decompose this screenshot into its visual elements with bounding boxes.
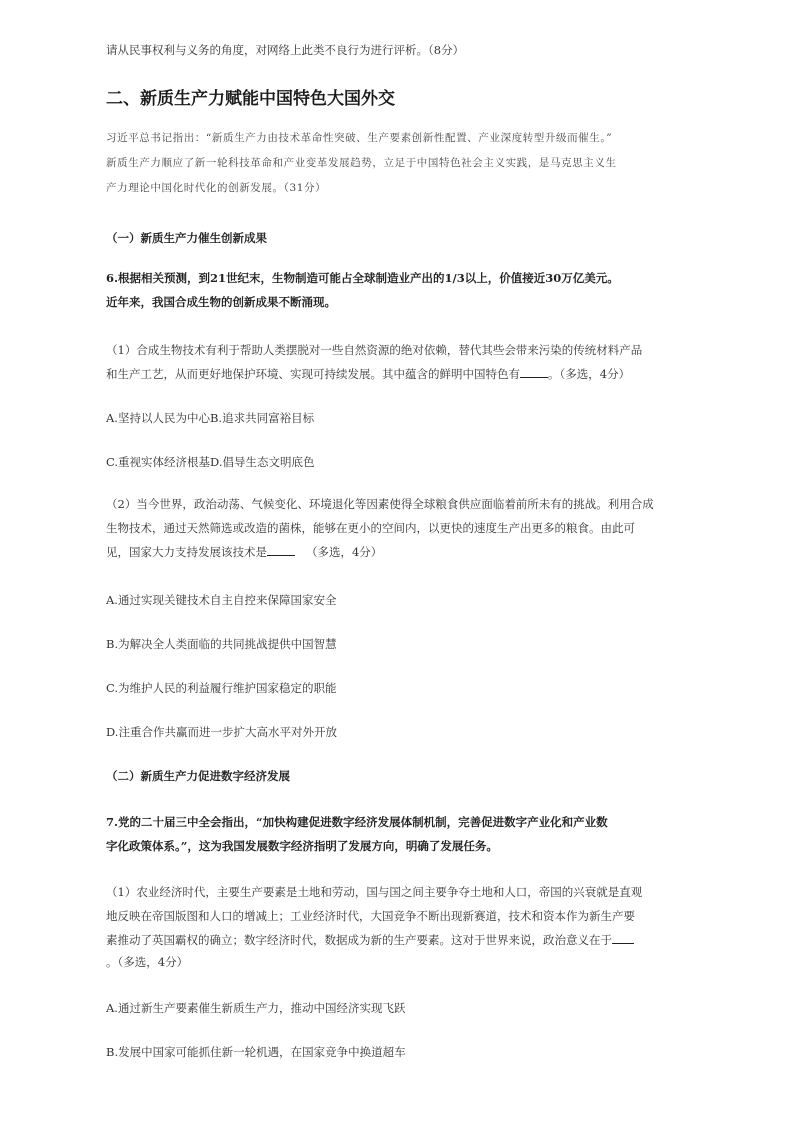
q6-2-line-2: 生物技术，通过天然筛选或改造的菌株，能够在更小的空间内，以更快的速度生产出更多的粮食。由此可	[106, 521, 635, 535]
answer-blank	[267, 543, 295, 556]
q6-1-options-cd: C.重视实体经济根基D.倡导生态文明底色	[106, 455, 315, 469]
q7-1-line-3	[106, 928, 696, 952]
top-question-line: 请从民事权利与义务的角度，对网络上此类不良行为进行评析。（8分）	[106, 43, 465, 57]
q6-1-options-ab: A.坚持以人民为中心B.追求共同富裕目标	[106, 411, 315, 425]
q6-stem-line-2: 近年来，我国合成生物的创新成果不断涌现。	[106, 295, 336, 309]
q6-2-line-3-tail: （多选，4分）	[305, 545, 383, 559]
intro-line-2: 新质生产力顺应了新一轮科技革命和产业变革发展趋势，立足于中国特色社会主义实践，是马克思主义生	[106, 157, 617, 169]
q7-1-option-b: B.发展中国家可能抓住新一轮机遇，在国家竞争中换道超车	[106, 1045, 406, 1059]
q6-2-option-d: D.注重合作共赢而进一步扩大高水平对外开放	[106, 725, 337, 739]
q6-1-line-2-text: 和生产工艺，从而更好地保护环境、实现可持续发展。其中蕴含的鲜明中国特色有	[106, 367, 520, 381]
subsection-heading-1: （一）新质生产力催生创新成果	[106, 231, 267, 245]
q7-1-line-2: 地反映在帝国版图和人口的增减上；工业经济时代，大国竞争不断出现新赛道，技术和资本作为新生产要	[106, 909, 635, 923]
intro-line-3: 产力理论中国化时代化的创新发展。（31分）	[106, 182, 327, 194]
q7-1-line-4: 。（多选，4分）	[106, 955, 189, 969]
q7-1-option-a: A.通过新生产要素催生新质生产力，推动中国经济实现飞跃	[106, 1001, 406, 1015]
q6-2-line-1: （2）当今世界，政治动荡、气候变化、环境退化等因素使得全球粮食供应面临着前所未有的挑战。利用合成	[106, 497, 654, 511]
q6-2-option-c: C.为维护人民的利益履行维护国家稳定的职能	[106, 681, 337, 695]
q6-stem-line-1: 6.根据相关预测，到21世纪末，生物制造可能占全球制造业产出的1/3以上，价值接近30万亿美元。	[106, 271, 619, 285]
answer-blank	[520, 365, 548, 378]
q6-1-line-2-tail: 。（多选，4分）	[548, 367, 631, 381]
q7-1-line-3-text: 素推动了英国霸权的确立；数字经济时代，数据成为新的生产要素。这对于世界来说，政治意义在于	[106, 933, 612, 947]
q6-2-option-b: B.为解决全人类面临的共同挑战提供中国智慧	[106, 637, 337, 651]
section-title: 二、新质生产力赋能中国特色大国外交	[106, 89, 395, 109]
q7-stem-line-2: 字化政策体系。”，这为我国发展数字经济指明了发展方向，明确了发展任务。	[106, 839, 498, 853]
q7-stem-line-1: 7.党的二十届三中全会指出，“加快构建促进数字经济发展体制机制，完善促进数字产业化和产业数	[106, 815, 608, 829]
q6-1-line-2	[106, 362, 696, 386]
q7-1-line-1: （1）农业经济时代，主要生产要素是土地和劳动，国与国之间主要争夺土地和人口，帝国的兴衰就是直观	[106, 885, 643, 899]
q6-2-line-3	[106, 540, 696, 564]
q6-1-line-1: （1）合成生物技术有利于帮助人类摆脱对一些自然资源的绝对依赖，替代其些会带来污染的传统材料产品	[106, 343, 643, 357]
q6-2-line-3-text: 见，国家大力支持发展该技术是	[106, 545, 267, 559]
intro-line-1: 习近平总书记指出：“新质生产力由技术革命性突破、生产要素创新性配置、产业深度转型升级而催生。”	[106, 132, 613, 144]
subsection-heading-2: （二）新质生产力促进数字经济发展	[106, 769, 290, 783]
answer-blank	[612, 931, 634, 944]
q6-2-option-a: A.通过实现关键技术自主自控来保障国家安全	[106, 593, 337, 607]
